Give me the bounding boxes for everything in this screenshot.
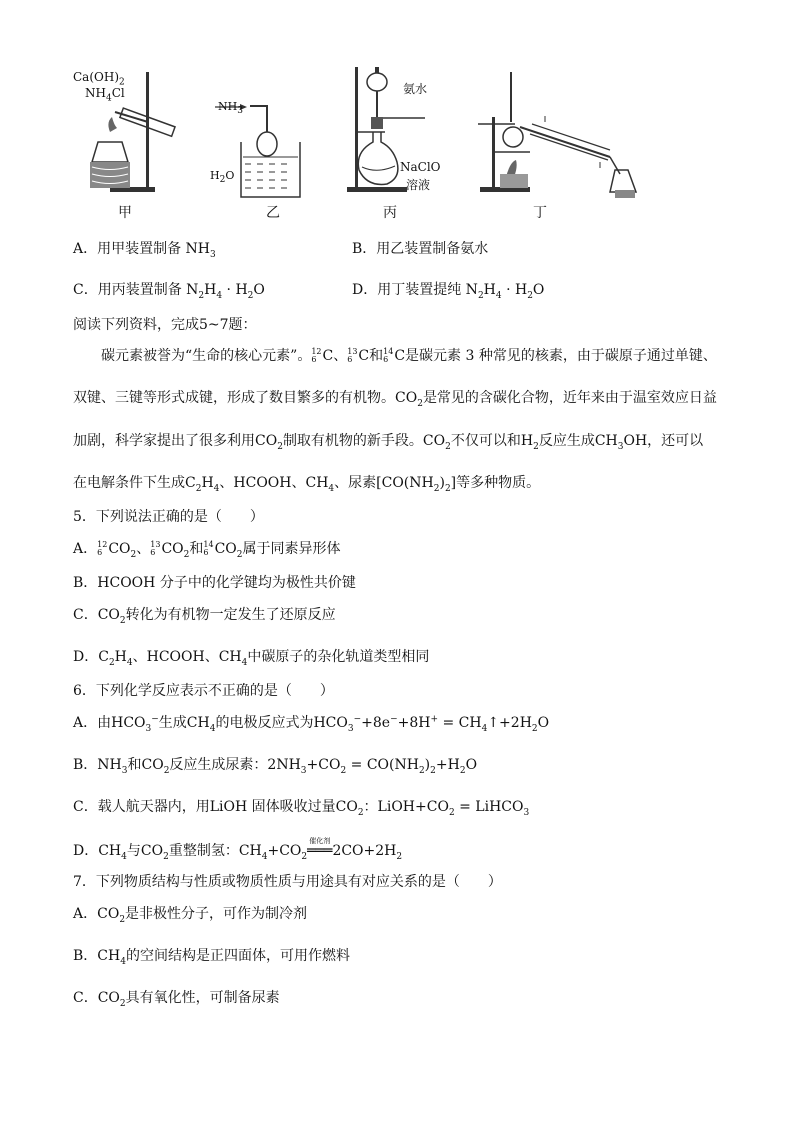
- catalyst-label: 催化剂: [309, 837, 331, 845]
- reagent-solution: 溶液: [406, 178, 431, 192]
- reagent-naclo: NaClO: [400, 160, 441, 174]
- reagent-caoh2: $Ca(OH)_2$: [73, 70, 125, 88]
- q5-option-b: B．HCOOH 分子中的化学键均为极性共价键: [73, 575, 356, 591]
- q6-option-d-rhs: $2CO+2H_2$: [332, 843, 403, 862]
- q6-option-d: [73, 837, 403, 862]
- passage-line-2: 双键、三键等形式成键，形成了数目繁多的有机物。$CO_2$是常见的含碳化合物，近年来由于温室效应日益: [73, 390, 717, 409]
- passage-line-4: 在电解条件下生成$C_2H_4$、HCOOH、$CH_4$、尿素$[CO(NH_2)_2]$等多种物质。: [73, 475, 541, 494]
- figure-label-yi: 乙: [266, 205, 280, 221]
- figure-label-jia: 甲: [118, 205, 132, 221]
- q5-option-c: C．$CO_2$转化为有机物一定发生了还原反应: [73, 607, 336, 626]
- q4-option-a: A．用甲装置制备 $NH_3$: [73, 241, 216, 260]
- q6-stem: 6．下列化学反应表示不正确的是（ ）: [73, 683, 334, 699]
- q5-option-a: A． 12 6 $CO_2$、 13 6 $CO_2$和 14 6 $CO_2$属于同素异形体: [73, 540, 341, 560]
- reagent-ammonia: 氨水: [403, 82, 428, 96]
- passage-line-1: 碳元素被誉为“生命的核心元素”。 12 6 C、 13 6 C和 14 6 C是碳元素 3 种常见的核素，由于碳原子通过单键、: [101, 347, 717, 364]
- catalyst-arrow: 催化剂 ═══: [307, 842, 332, 860]
- q4-option-c: C．用丙装置制备 $N_2H_4 \cdot H_2O$: [73, 282, 265, 301]
- reagent-nh4cl: $NH_4Cl$: [85, 86, 125, 104]
- liquid-label-h2o: $H_2O$: [210, 169, 235, 186]
- q6-option-d-lhs: D．$CH_4$与$CO_2$重整制氢：$CH_4+CO_2$: [73, 843, 308, 862]
- figure-label-ding: 丁: [533, 205, 547, 221]
- q5-stem: 5．下列说法正确的是（ ）: [73, 509, 264, 525]
- q7-option-a: A．$CO_2$是非极性分子，可作为制冷剂: [73, 906, 308, 925]
- apparatus-ding-drawing: [470, 62, 640, 202]
- q4-option-d: D．用丁装置提纯 $N_2H_4 \cdot H_2O$: [352, 282, 545, 301]
- q6-option-a: A．由$HCO_3^-$生成$CH_4$的电极反应式为$HCO_3^-+8e^-+8H^+$ = $CH_4↑+2H_2O$: [73, 714, 550, 734]
- q6-option-c: C．载人航天器内，用LiOH 固体吸收过量$CO_2$：$LiOH+CO_2$ = LiHCO$_3$: [73, 799, 530, 818]
- q7-stem: 7．下列物质结构与性质或物质性质与用途具有对应关系的是（ ）: [73, 874, 502, 890]
- q6-option-b: B．$NH_3$和$CO_2$反应生成尿素：$2NH_3+CO_2 = CO(NH_2)_2+H_2O$: [73, 757, 478, 776]
- q7-option-b: B．$CH_4$的空间结构是正四面体，可用作燃料: [73, 948, 350, 967]
- reading-intro: 阅读下列资料，完成5~7题：: [73, 317, 257, 333]
- q4-option-b: B．用乙装置制备氨水: [352, 241, 489, 257]
- apparatus-figures: [70, 62, 670, 227]
- figure-label-bing: 丙: [383, 205, 397, 221]
- q7-option-c: C．$CO_2$具有氧化性，可制备尿素: [73, 990, 280, 1009]
- passage-line-3: 加剧，科学家提出了很多利用$CO_2$制取有机物的新手段。$CO_2$不仅可以和$H_2$反应生成$CH_3OH$，还可以: [73, 433, 704, 452]
- gas-label-nh3: $NH_3$: [218, 100, 243, 117]
- q5-option-d: D．$C_2H_4$、HCOOH、$CH_4$中碳原子的杂化轨道类型相同: [73, 649, 430, 668]
